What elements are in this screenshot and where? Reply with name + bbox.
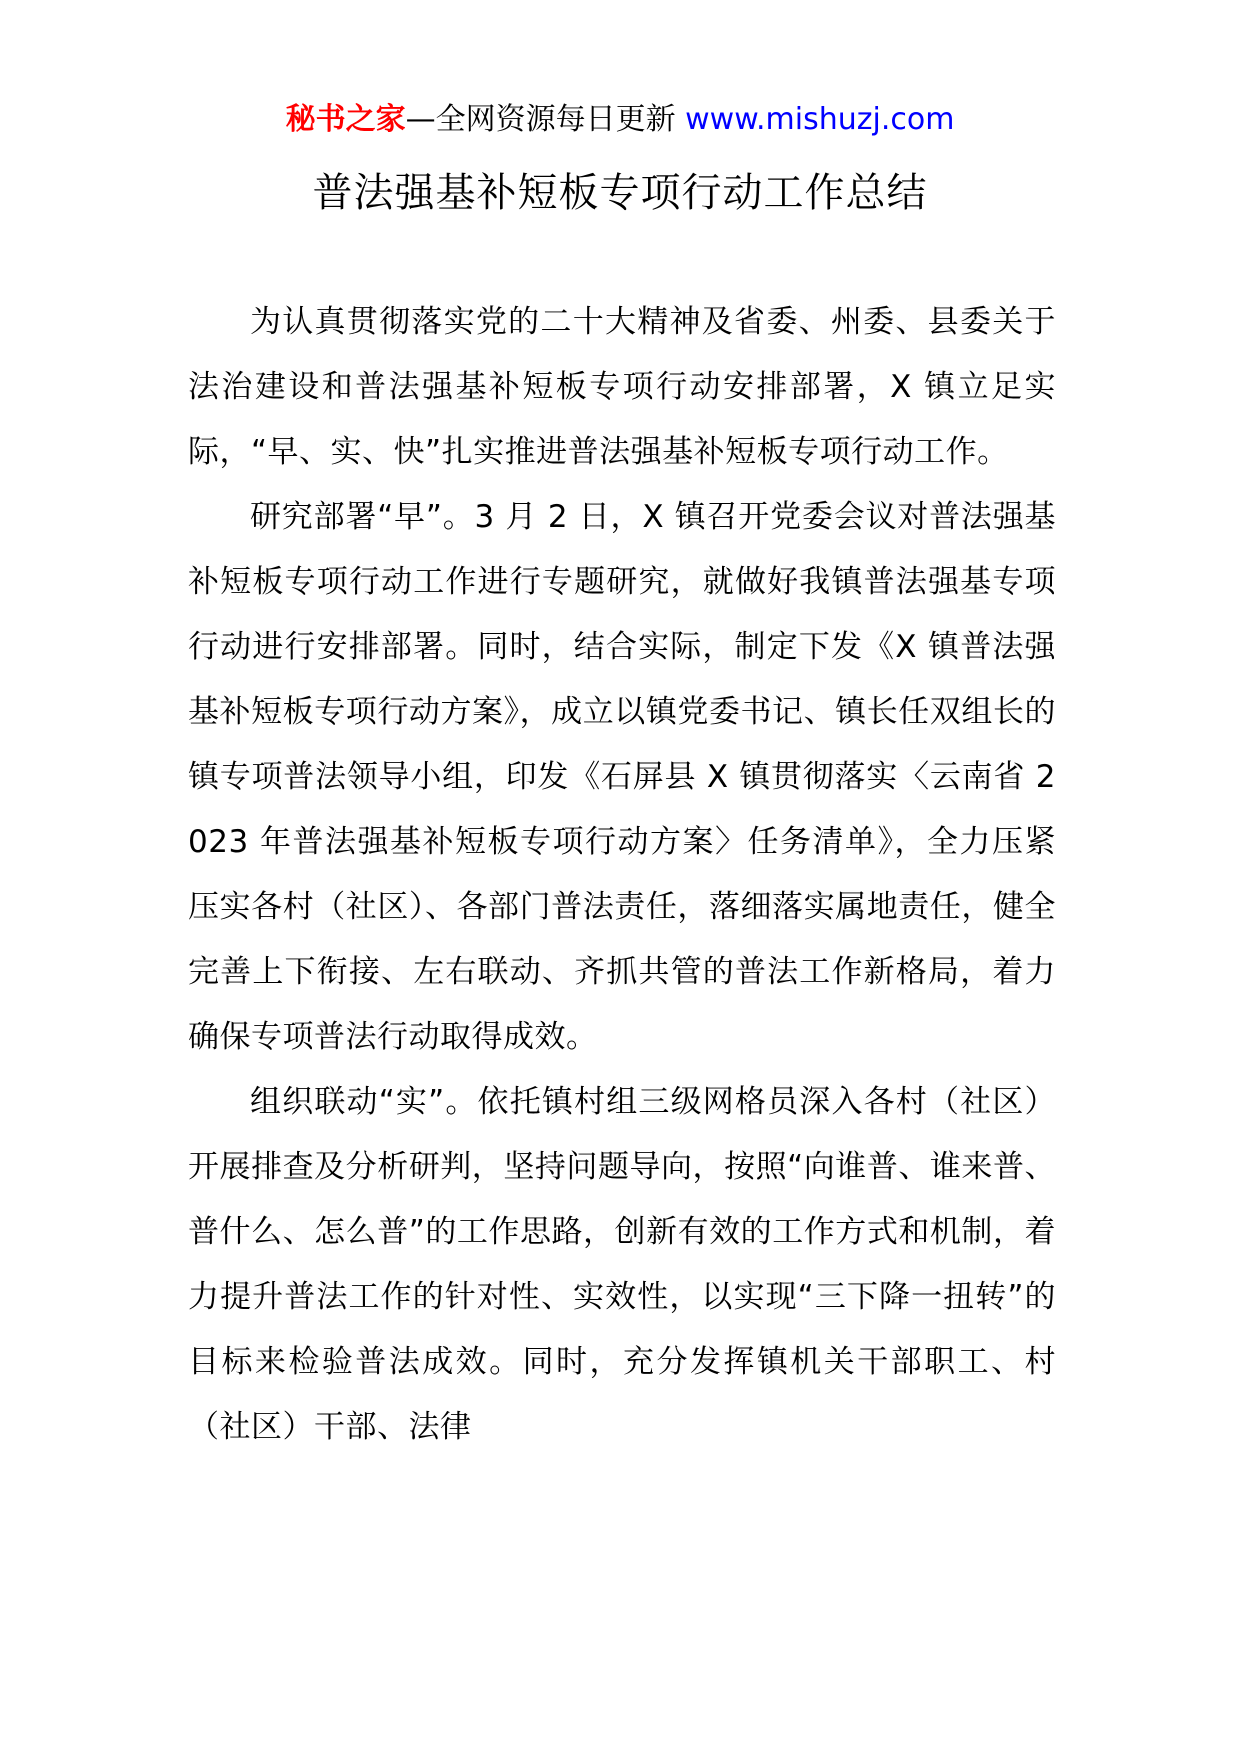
paragraph-organization-linkage: 组织联动“实”。依托镇村组三级网格员深入各村（社区）开展排查及分析研判，坚持问题导向，按照“向谁普、谁来普、普什么、怎么普”的工作思路，创新有效的工作方式和机制，着力提升普法工作的针对性、实效性，以实现“三下降一扭转”的目标来检验普法成效。同时，充分发挥镇机关干部职工、村（社区）干部、法律 — [188, 1084, 1056, 1445]
site-url[interactable]: www.mishuzj.com — [685, 102, 955, 137]
paragraph-research-deployment: 研究部署“早”。3 月 2 日，X 镇召开党委会议对普法强基补短板专项行动工作进行专题研究，就做好我镇普法强基专项行动进行安排部署。同时，结合实际，制定下发《X 镇普法强基补短板专项行动方案》，成立以镇党委书记、镇长任双组长的镇专项普法领导小组，印发《石屏县 X 镇贯彻落实〈云南省 2023 年普法强基补短板专项行动方案〉任务清单》，全力压紧压实各村（社区）、各部门普法责任，落细落实属地责任，健全完善上下衔接、左右联动、齐抓共管的普法工作新格局，着力确保专项普法行动取得成效。 — [188, 499, 1056, 1055]
site-header — [0, 100, 1240, 140]
paragraph-intro: 为认真贯彻落实党的二十大精神及省委、州委、县委关于法治建设和普法强基补短板专项行动安排部署，X 镇立足实际，“早、实、快”扎实推进普法强基补短板专项行动工作。 — [188, 304, 1056, 470]
header-tagline: —全网资源每日更新 — [405, 102, 686, 137]
document-body — [188, 290, 1056, 1460]
brand-name: 秘书之家 — [285, 102, 406, 137]
document-title: 普法强基补短板专项行动工作总结 — [312, 170, 928, 216]
